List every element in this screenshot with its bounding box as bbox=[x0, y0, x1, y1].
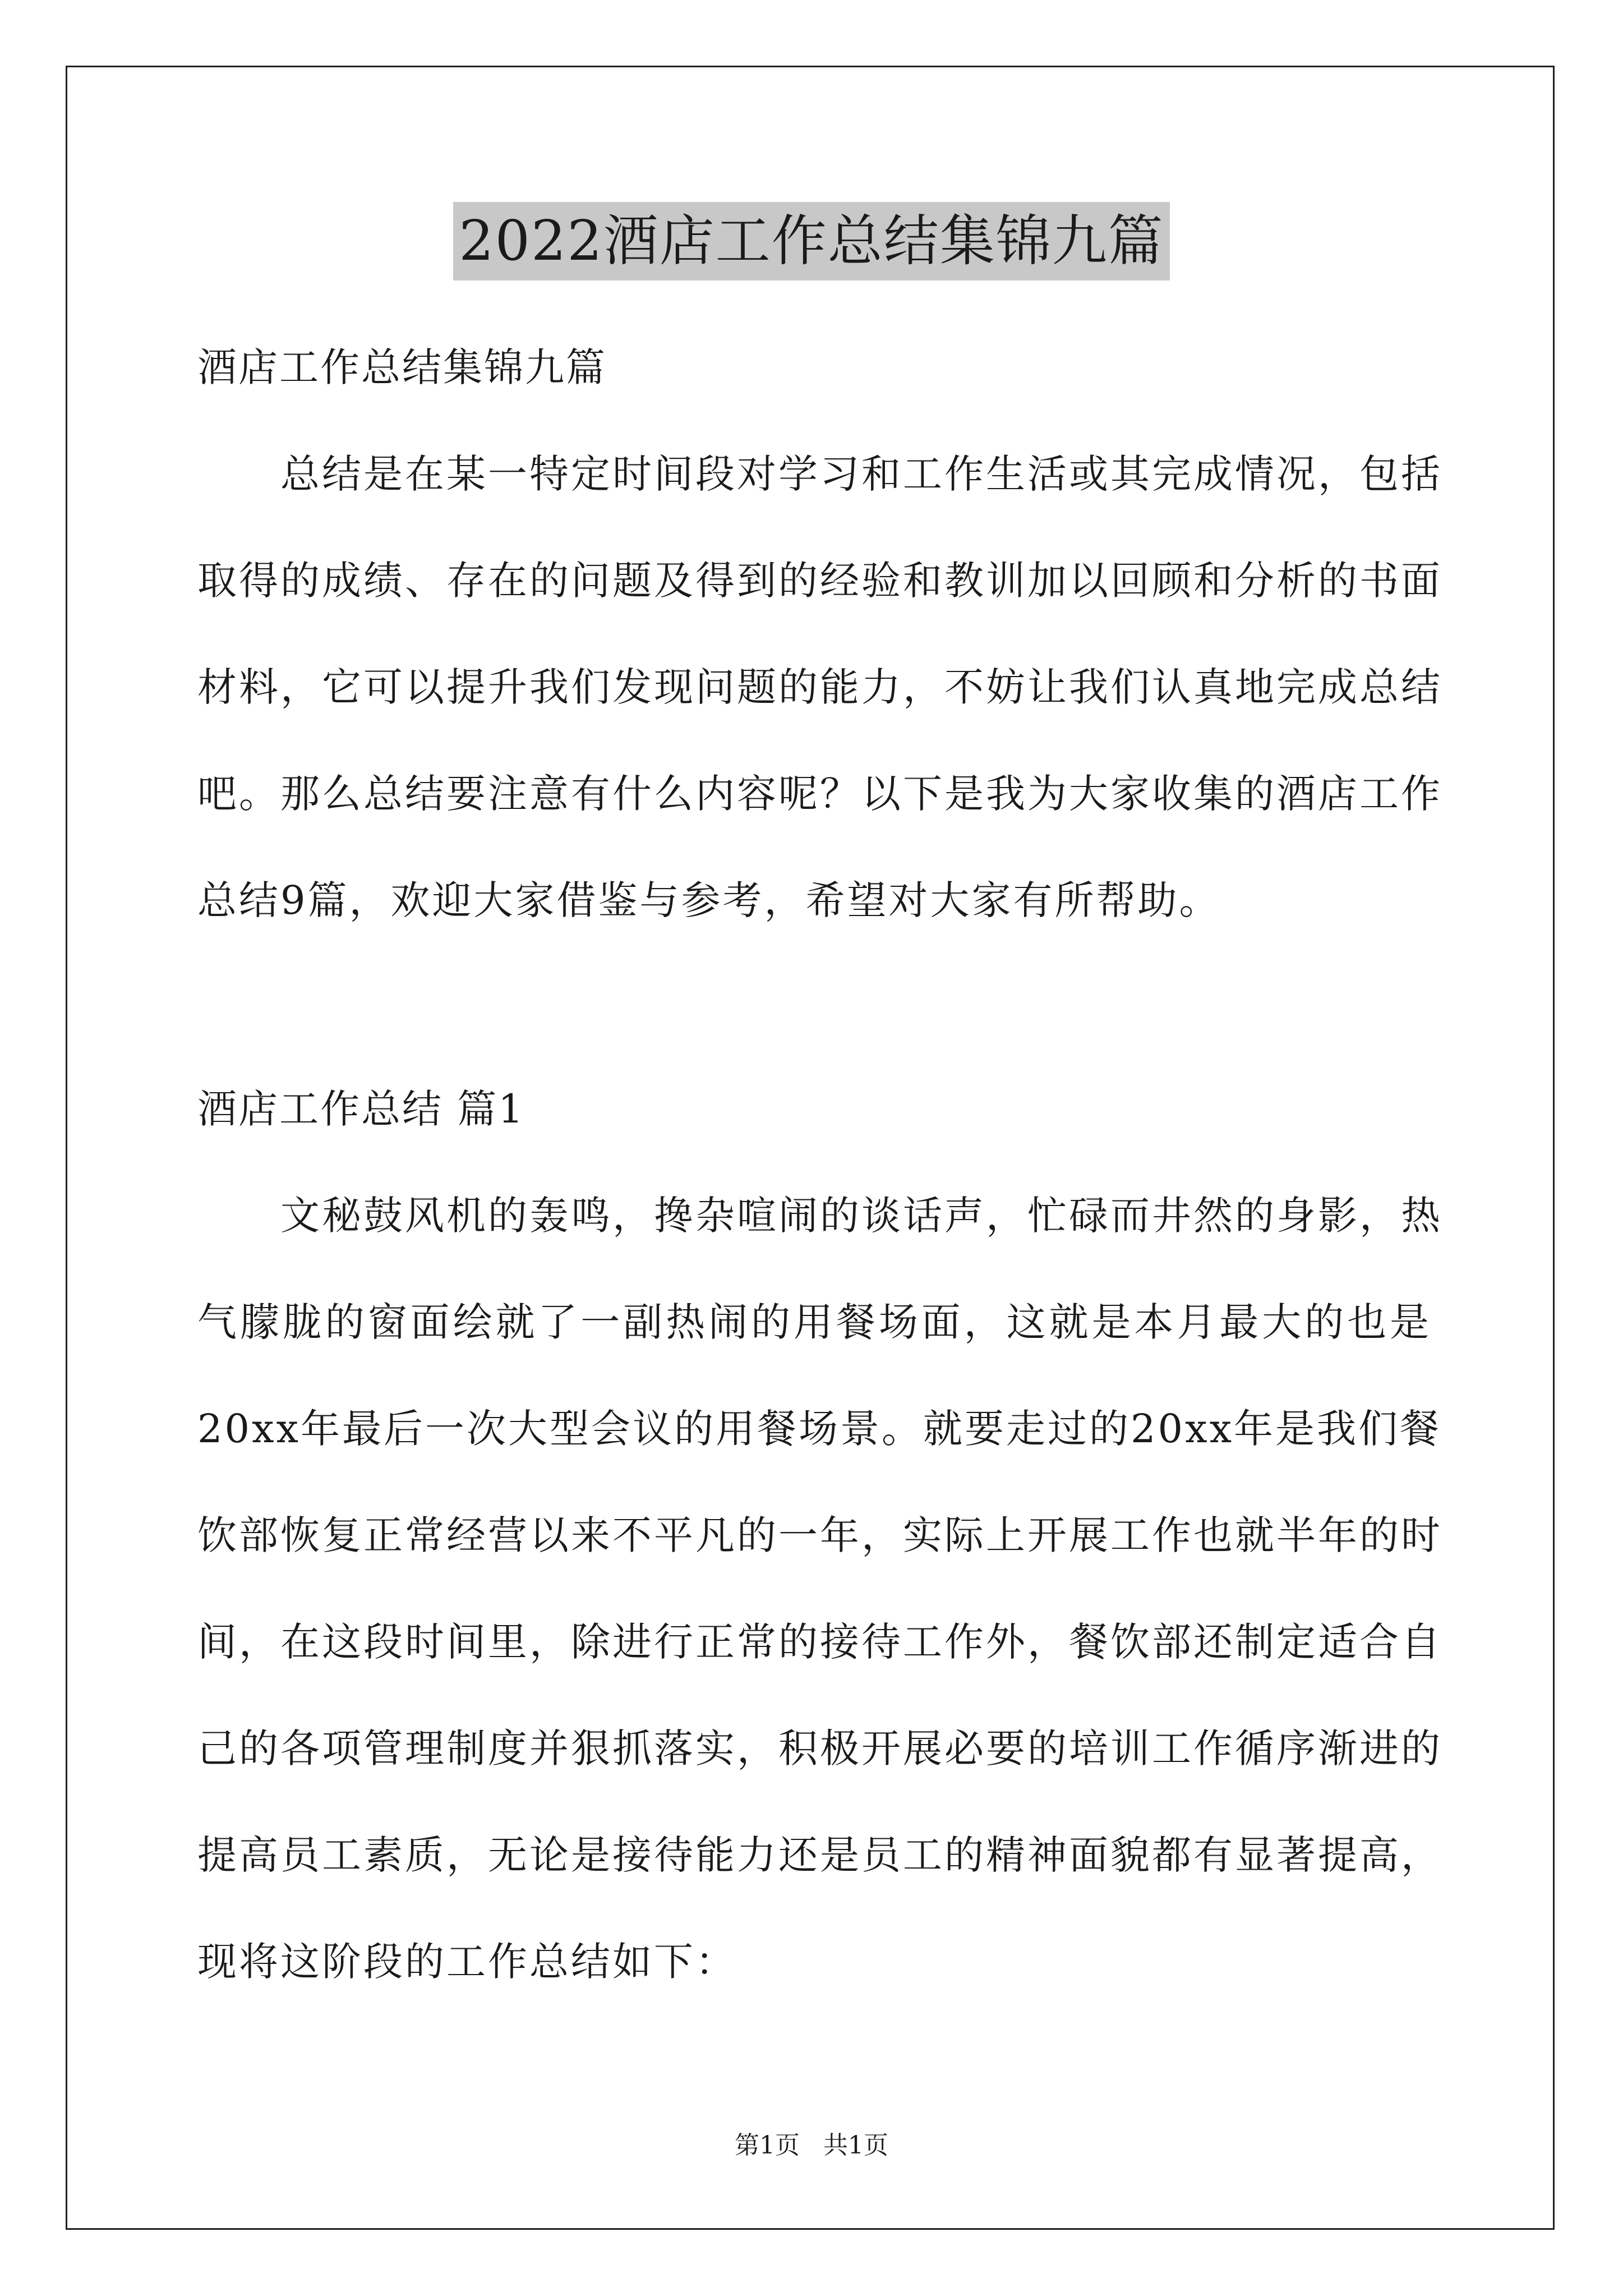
paragraph-gap bbox=[197, 987, 1431, 1089]
intro-line: 材料，它可以提升我们发现问题的能力，不妨让我们认真地完成总结 bbox=[197, 664, 1442, 710]
intro-line: 总结9篇，欢迎大家借鉴与参考，希望对大家有所帮助。 bbox=[197, 877, 1221, 923]
intro-line: 取得的成绩、存在的问题及得到的经验和教训加以回顾和分析的书面 bbox=[197, 558, 1442, 604]
section-line: 间，在这段时间里，除进行正常的接待工作外，餐饮部还制定适合自 bbox=[197, 1619, 1442, 1665]
title-container bbox=[0, 202, 1623, 280]
section-line: 己的各项管理制度并狠抓落实，积极开展必要的培训工作循序渐进的 bbox=[197, 1726, 1442, 1772]
subtitle-heading: 酒店工作总结集锦九篇 bbox=[197, 344, 607, 390]
document-body bbox=[197, 344, 1442, 2049]
page-total: 共1页 bbox=[823, 2131, 888, 2160]
section-line: 现将这阶段的工作总结如下： bbox=[197, 1939, 737, 1985]
section-line: 文秘鼓风机的轰鸣，搀杂喧闹的谈话声，忙碌而井然的身影，热 bbox=[280, 1193, 1442, 1239]
page-footer bbox=[0, 2132, 1623, 2160]
section-line: 饮部恢复正常经营以来不平凡的一年，实际上开展工作也就半年的时 bbox=[197, 1512, 1442, 1558]
section-line: 20xx年最后一次大型会议的用餐场景。就要走过的20xx年是我们餐 bbox=[197, 1406, 1442, 1452]
section-line: 提高员工素质，无论是接待能力还是员工的精神面貌都有显著提高， bbox=[197, 1832, 1442, 1878]
intro-line: 总结是在某一特定时间段对学习和工作生活或其完成情况，包括 bbox=[280, 451, 1442, 497]
section-heading: 酒店工作总结 篇1 bbox=[197, 1086, 525, 1132]
section-line: 气朦胧的窗面绘就了一副热闹的用餐场面，这就是本月最大的也是 bbox=[197, 1299, 1431, 1345]
document-title: 2022酒店工作总结集锦九篇 bbox=[453, 202, 1169, 280]
intro-line: 吧。那么总结要注意有什么内容呢？以下是我为大家收集的酒店工作 bbox=[197, 771, 1442, 817]
page-number: 第1页 bbox=[735, 2131, 800, 2160]
